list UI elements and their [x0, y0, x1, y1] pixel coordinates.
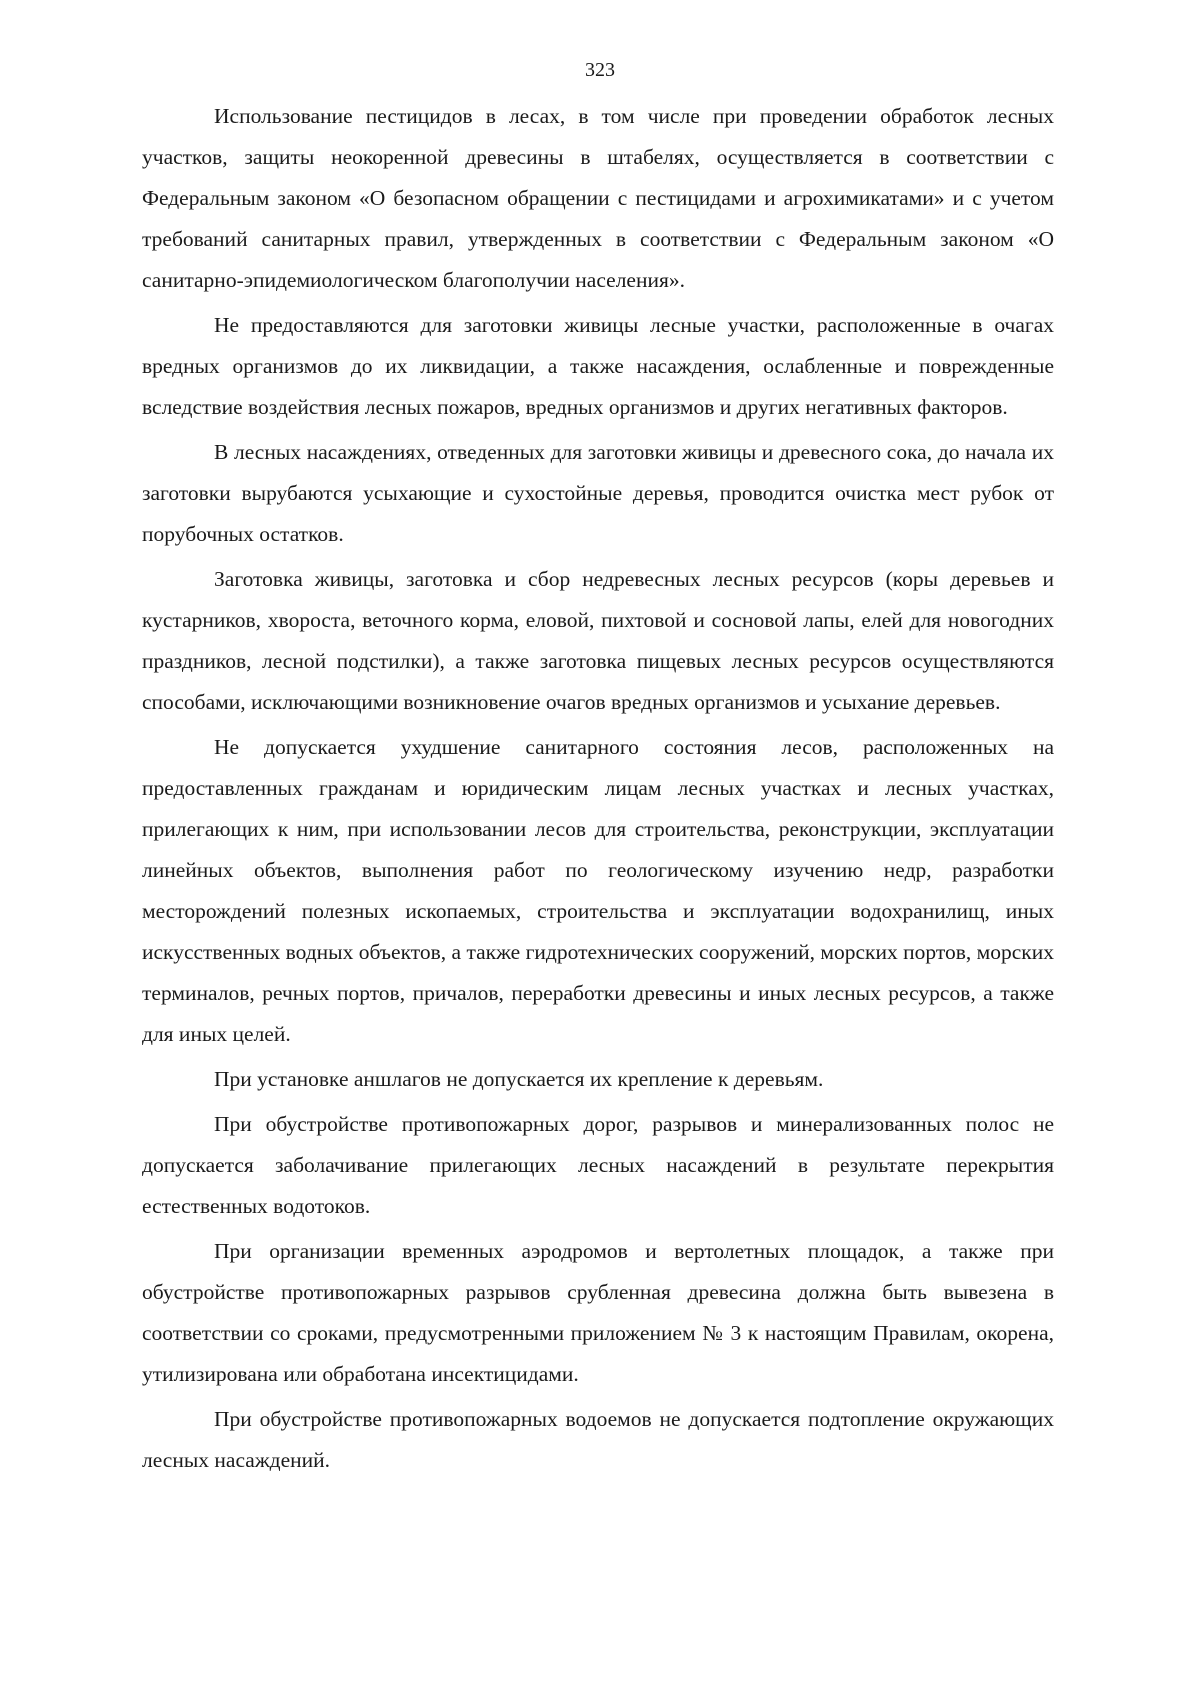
paragraph-fire-roads: При обустройстве противопожарных дорог, разрывов и минерализованных полос не допускается заболачивание прилегающих лесных насаждений в результате перекрытия естественных водотоков. — [142, 1112, 1054, 1218]
paragraph-signs: При установке аншлагов не допускается их крепление к деревьям. — [214, 1067, 824, 1091]
document-body — [142, 96, 1054, 1485]
paragraph-sanitary-condition: Не допускается ухудшение санитарного состояния лесов, расположенных на предоставленных гражданам и юридическим лицам лесных участках и лесных участках, прилегающих к ним, при использовании лесов для строительства, реконструкции, эксплуатации линейных объектов, выполнения работ по геологическому изучению недр, разработки месторождений полезных ископаемых, строительства и эксплуатации водохранилищ, иных искусственных водных объектов, а также гидротехнических сооружений, морских портов, морских терминалов, речных портов, причалов, переработки древесины и иных лесных ресурсов, а также для иных целей. — [142, 735, 1054, 1046]
paragraph-pesticides: Использование пестицидов в лесах, в том числе при проведении обработок лесных участков, защиты неокоренной древесины в штабелях, осуществляется в соответствии с Федеральным законом «О безопасном обращении с пестицидами и агрохимикатами» и с учетом требований санитарных правил, утвержденных в соответствии с Федеральным законом «О санитарно-эпидемиологическом благополучии населения». — [142, 104, 1054, 292]
paragraph-resin-sap-cleanup: В лесных насаждениях, отведенных для заготовки живицы и древесного сока, до начала их заготовки вырубаются усыхающие и сухостойные деревья, проводится очистка мест рубок от порубочных остатков. — [142, 440, 1054, 546]
page-number: 323 — [585, 59, 615, 81]
paragraph-non-wood-resources: Заготовка живицы, заготовка и сбор недревесных лесных ресурсов (коры деревьев и кустарников, хвороста, веточного корма, еловой, пихтовой и сосновой лапы, елей для новогодних праздников, лесной подстилки), а также заготовка пищевых лесных ресурсов осуществляются способами, исключающими возникновение очагов вредных организмов и усыхание деревьев. — [142, 567, 1054, 714]
paragraph-airfields: При организации временных аэродромов и вертолетных площадок, а также при обустройстве противопожарных разрывов срубленная древесина должна быть вывезена в соответствии со сроками, предусмотренными приложением № 3 к настоящим Правилам, окорена, утилизирована или обработана инсектицидами. — [142, 1239, 1054, 1386]
paragraph-fire-ponds: При обустройстве противопожарных водоемов не допускается подтопление окружающих лесных насаждений. — [142, 1407, 1054, 1472]
paragraph-resin-plots: Не предоставляются для заготовки живицы лесные участки, расположенные в очагах вредных организмов до их ликвидации, а также насаждения, ослабленные и поврежденные вследствие воздействия лесных пожаров, вредных организмов и других негативных факторов. — [142, 313, 1054, 419]
